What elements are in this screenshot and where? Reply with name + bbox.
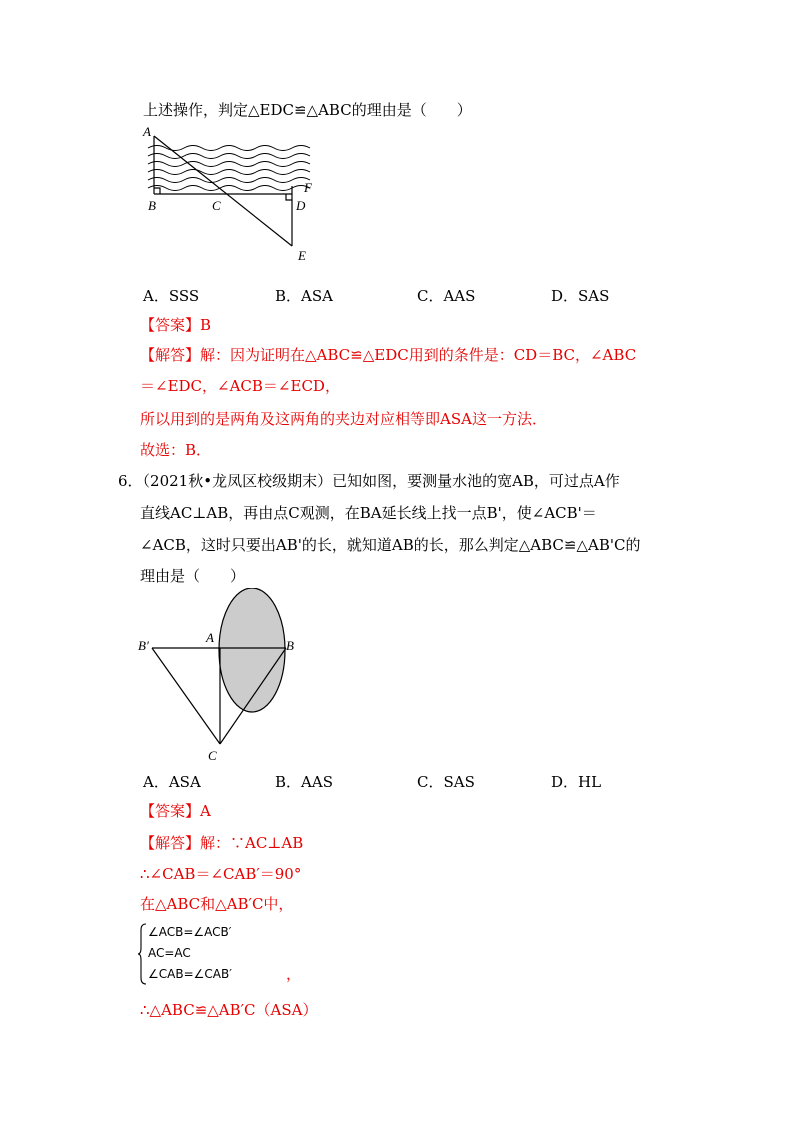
q6-option-d: D．HL [551, 773, 602, 791]
q5-label-B: B [148, 198, 156, 213]
q6-system-brace [138, 922, 148, 986]
q5-option-b: B．ASA [275, 287, 333, 305]
q6-label-C: C [208, 748, 217, 763]
q6-figure [136, 588, 306, 766]
q6-solution-line3: 在△ABC和△AB′C中， [140, 895, 294, 913]
q5-solution-line2: ＝∠EDC，∠ACB＝∠ECD， [140, 377, 340, 395]
q5-figure [140, 124, 330, 264]
q5-option-a: A．SSS [143, 287, 200, 305]
q6-stem-line3: ∠ACB，这时只要出AB'的长，就知道AB的长，那么判定△ABC≌△AB'C的 [140, 536, 641, 554]
q5-label-F: F [304, 180, 312, 195]
q6-label-B: B [286, 638, 294, 653]
q5-answer: 【答案】B [140, 316, 212, 334]
q5-solution-line3: 所以用到的是两角及这两角的夹边对应相等即ASA这一方法． [140, 410, 547, 428]
q5-option-c: C．AAS [417, 287, 476, 305]
q5-label-E: E [298, 248, 306, 263]
q5-option-d: D．SAS [551, 287, 610, 305]
q6-solution-line1: 【解答】解：∵AC⊥AB [140, 834, 304, 852]
q6-system-line1: ∠ACB=∠ACB′ [148, 925, 232, 939]
q6-system-line3: ∠CAB=∠CAB′ [148, 967, 232, 981]
q6-option-b: B．AAS [275, 773, 333, 791]
q6-label-B-prime: B′ [138, 638, 149, 653]
q6-label-A: A [206, 630, 214, 645]
q5-label-A: A [143, 124, 151, 139]
q6-conclusion: ∴△ABC≌△AB′C（ASA） [140, 1001, 318, 1019]
q6-option-a: A．ASA [143, 773, 201, 791]
q5-label-D: D [296, 198, 306, 213]
q6-system-tail: ， [286, 965, 302, 983]
q5-solution-line1: 【解答】解：因为证明在△ABC≌△EDC用到的条件是：CD＝BC，∠ABC [140, 346, 637, 364]
q5-stem: 上述操作，判定△EDC≌△ABC的理由是（ ） [143, 101, 472, 119]
q5-label-C: C [212, 198, 221, 213]
q6-stem-line1: 6．（2021秋•龙凤区校级期末）已知如图，要测量水池的宽AB，可过点A作 [118, 472, 620, 490]
q6-answer: 【答案】A [140, 802, 211, 820]
q6-solution-line2: ∴∠CAB＝∠CAB′＝90° [140, 865, 302, 883]
q6-system-line2: AC=AC [148, 946, 191, 960]
q5-solution-line4: 故选：B． [140, 441, 212, 459]
q6-option-c: C．SAS [417, 773, 475, 791]
q6-stem-line4: 理由是（ ） [140, 567, 246, 585]
q6-stem-line2: 直线AC⊥AB，再由点C观测，在BA延长线上找一点B'，使∠ACB'＝ [140, 504, 597, 522]
